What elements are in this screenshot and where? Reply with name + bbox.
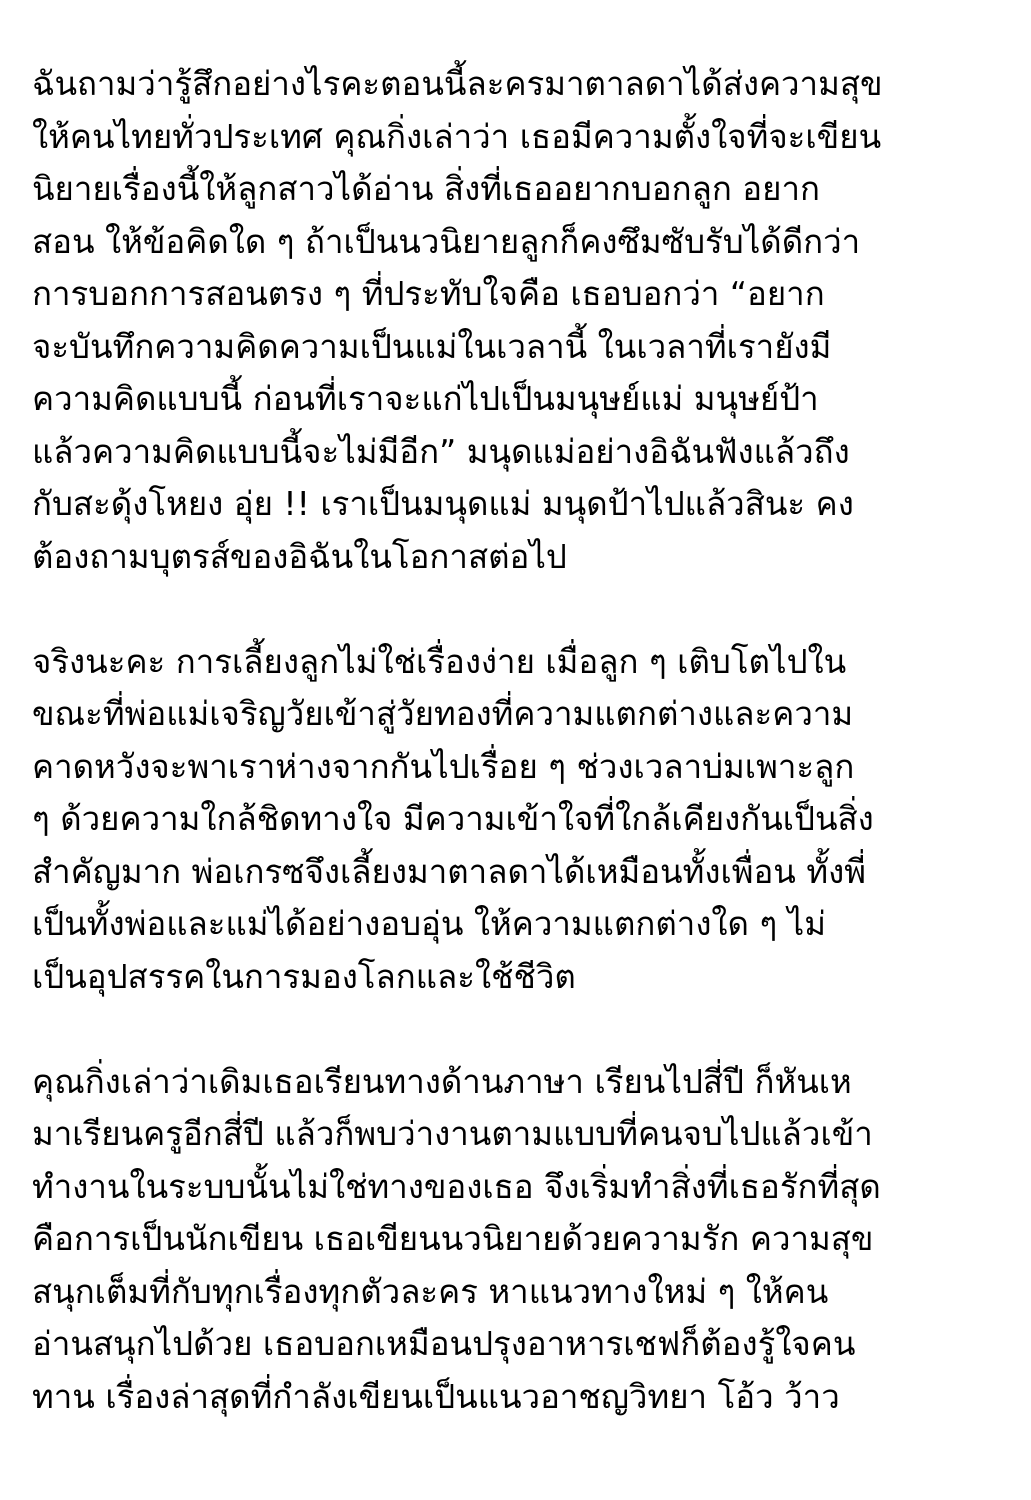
text-line: แล้วความคิดแบบนี้จะไม่มีอีก” มนุดแม่อย่างอิฉันฟังแล้วถึง [32, 431, 850, 471]
text-line: เป็นอุปสรรคในการมองโลกและใช้ชีวิต [32, 956, 576, 996]
text-line: คุณกิ่งเล่าว่าเดิมเธอเรียนทางด้านภาษา เรียนไปสี่ปี ก็หันเห [32, 1061, 852, 1101]
article-body [32, 58, 1007, 1423]
paragraph-1 [32, 58, 1007, 583]
text-line: จริงนะคะ การเลี้ยงลูกไม่ใช่เรื่องง่าย เมื่อลูก ๆ เติบโตไปใน [32, 641, 847, 681]
text-line: เป็นทั้งพ่อและแม่ได้อย่างอบอุ่น ให้ความแตกต่างใด ๆ ไม่ [32, 904, 827, 943]
text-line: ให้คนไทยทั่วประเทศ คุณกิ่งเล่าว่า เธอมีความตั้งใจที่จะเขียน [32, 116, 882, 156]
text-line: ต้องถามบุตรส์ของอิฉันในโอกาสต่อไป [32, 536, 567, 576]
text-line: ทาน เรื่องล่าสุดที่กำลังเขียนเป็นแนวอาชญวิทยา โอ้ว ว้าว [32, 1376, 840, 1416]
text-line: อ่านสนุกไปด้วย เธอบอกเหมือนปรุงอาหารเชฟก็ต้องรู้ใจคน [32, 1324, 856, 1363]
text-line: คาดหวังจะพาเราห่างจากกันไปเรื่อย ๆ ช่วงเวลาบ่มเพาะลูก [32, 746, 855, 786]
text-line: ๆ ด้วยความใกล้ชิดทางใจ มีความเข้าใจที่ใกล้เคียงกันเป็นสิ่ง [32, 799, 874, 838]
paragraph-3 [32, 1056, 1007, 1424]
text-line: มาเรียนครูอีกสี่ปี แล้วก็พบว่างานตามแบบที่คนจบไปแล้วเข้า [32, 1114, 873, 1153]
text-line: นิยายเรื่องนี้ให้ลูกสาวได้อ่าน สิ่งที่เธออยากบอกลูก อยาก [32, 169, 820, 208]
text-line: สอน ให้ข้อคิดใด ๆ ถ้าเป็นนวนิยายลูกก็คงซึมซับรับได้ดีกว่า [32, 221, 861, 261]
text-line: ขณะที่พ่อแม่เจริญวัยเข้าสู่วัยทองที่ความแตกต่างและความ [32, 694, 854, 733]
text-line: สำคัญมาก พ่อเกรซจึงเลี้ยงมาตาลดาได้เหมือนทั้งเพื่อน ทั้งพี่ [32, 851, 866, 891]
text-line: กับสะดุ้งโหยง อุ่ย !! เราเป็นมนุดแม่ มนุดป้าไปแล้วสินะ คง [32, 484, 854, 523]
text-line: สนุกเต็มที่กับทุกเรื่องทุกตัวละคร หาแนวทางใหม่ ๆ ให้คน [32, 1271, 829, 1311]
paragraph-2 [32, 636, 1007, 1004]
text-line: ทำงานในระบบนั้นไม่ใช่ทางของเธอ จึงเริ่มทำสิ่งที่เธอรักที่สุด [32, 1166, 881, 1206]
text-line: ฉันถามว่ารู้สึกอย่างไรคะตอนนี้ละครมาตาลดาได้ส่งความสุข [32, 64, 883, 103]
text-line: ความคิดแบบนี้ ก่อนที่เราจะแก่ไปเป็นมนุษย์แม่ มนุษย์ป้า [32, 379, 819, 418]
text-line: จะบันทึกความคิดความเป็นแม่ในเวลานี้ ในเวลาที่เรายังมี [32, 326, 832, 366]
text-line: คือการเป็นนักเขียน เธอเขียนนวนิยายด้วยความรัก ความสุข [32, 1219, 874, 1258]
text-line: การบอกการสอนตรง ๆ ที่ประทับใจคือ เธอบอกว่า “อยาก [32, 274, 825, 313]
